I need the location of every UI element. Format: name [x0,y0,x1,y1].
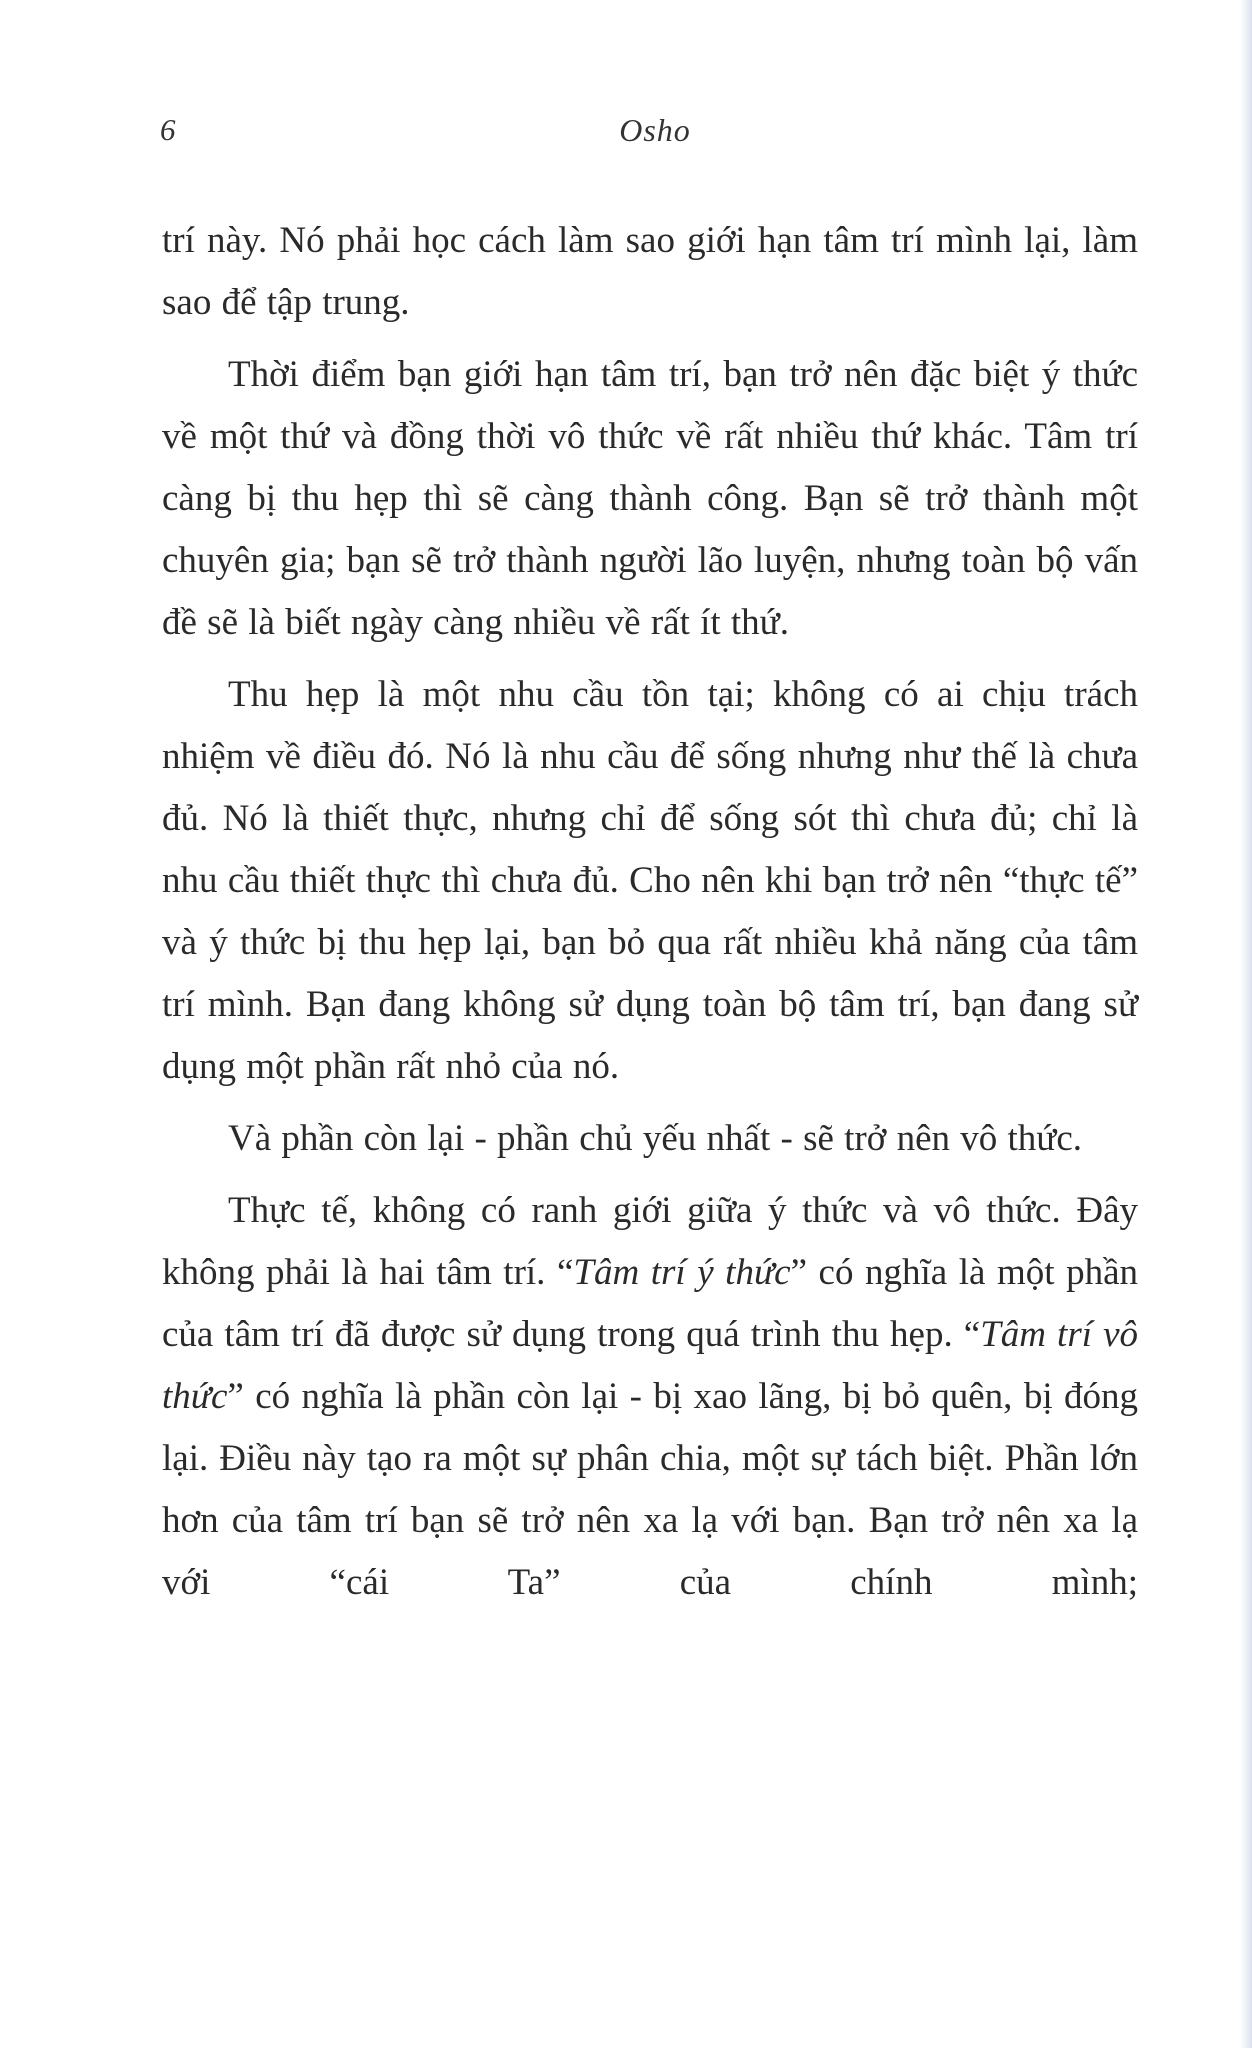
paragraph-3: Thu hẹp là một nhu cầu tồn tại; không có ai chịu trách nhiệm về điều đó. Nó là nhu cầu để sống nhưng như thế là chưa đủ. Nó là thiết thực, nhưng chỉ để sống sót thì chưa đủ; chỉ là nhu cầu thiết thực thì chưa đủ. Cho nên khi bạn trở nên “thực tế” và ý thức bị thu hẹp lại, bạn bỏ qua rất nhiều khả năng của tâm trí mình. Bạn đang không sử dụng toàn bộ tâm trí, bạn đang sử dụng một phần rất nhỏ của nó. [162,674,1138,1087]
paragraph-5-part-1: Thực tế, không có ranh giới giữa ý thức và vô thức. Đây không phải là hai tâm trí. “ [162,1190,1138,1293]
page-header [160,112,1150,156]
paragraph-4: Và phần còn lại - phần chủ yếu nhất - sẽ trở nên vô thức. [228,1118,1082,1159]
paragraph-1: trí này. Nó phải học cách làm sao giới hạn tâm trí mình lại, làm sao để tập trung. [162,220,1138,323]
page-number: 6 [160,112,176,147]
paragraph-5-part-3: ” có nghĩa là một phần của tâm trí đã được sử dụng trong quá trình thu hẹp. “ [162,1252,1139,1355]
paragraph-2: Thời điểm bạn giới hạn tâm trí, bạn trở nên đặc biệt ý thức về một thứ và đồng thời vô thức về rất nhiều thứ khác. Tâm trí càng bị thu hẹp thì sẽ càng thành công. Bạn sẽ trở thành một chuyên gia; bạn sẽ trở thành người lão luyện, nhưng toàn bộ vấn đề sẽ là biết ngày càng nhiều về rất ít thứ. [162,354,1138,643]
paragraph-5-part-5: ” có nghĩa là phần còn lại - bị xao lãng, bị bỏ quên, bị đóng lại. Điều này tạo ra một sự phân chia, một sự tách biệt. Phần lớn hơn của tâm trí bạn sẽ trở nên xa lạ với bạn. Bạn trở nên xa lạ với “cái Ta” của chính mình; [162,1376,1138,1603]
running-head-author: Osho [619,112,691,148]
page-edge-shadow [1240,0,1252,2048]
body-text [162,210,1138,1624]
term-unconscious-mind: Tâm trí vô thức [162,1314,1138,1417]
term-conscious-mind: Tâm trí ý thức [573,1252,791,1293]
paragraph-5 [162,1180,1138,1614]
